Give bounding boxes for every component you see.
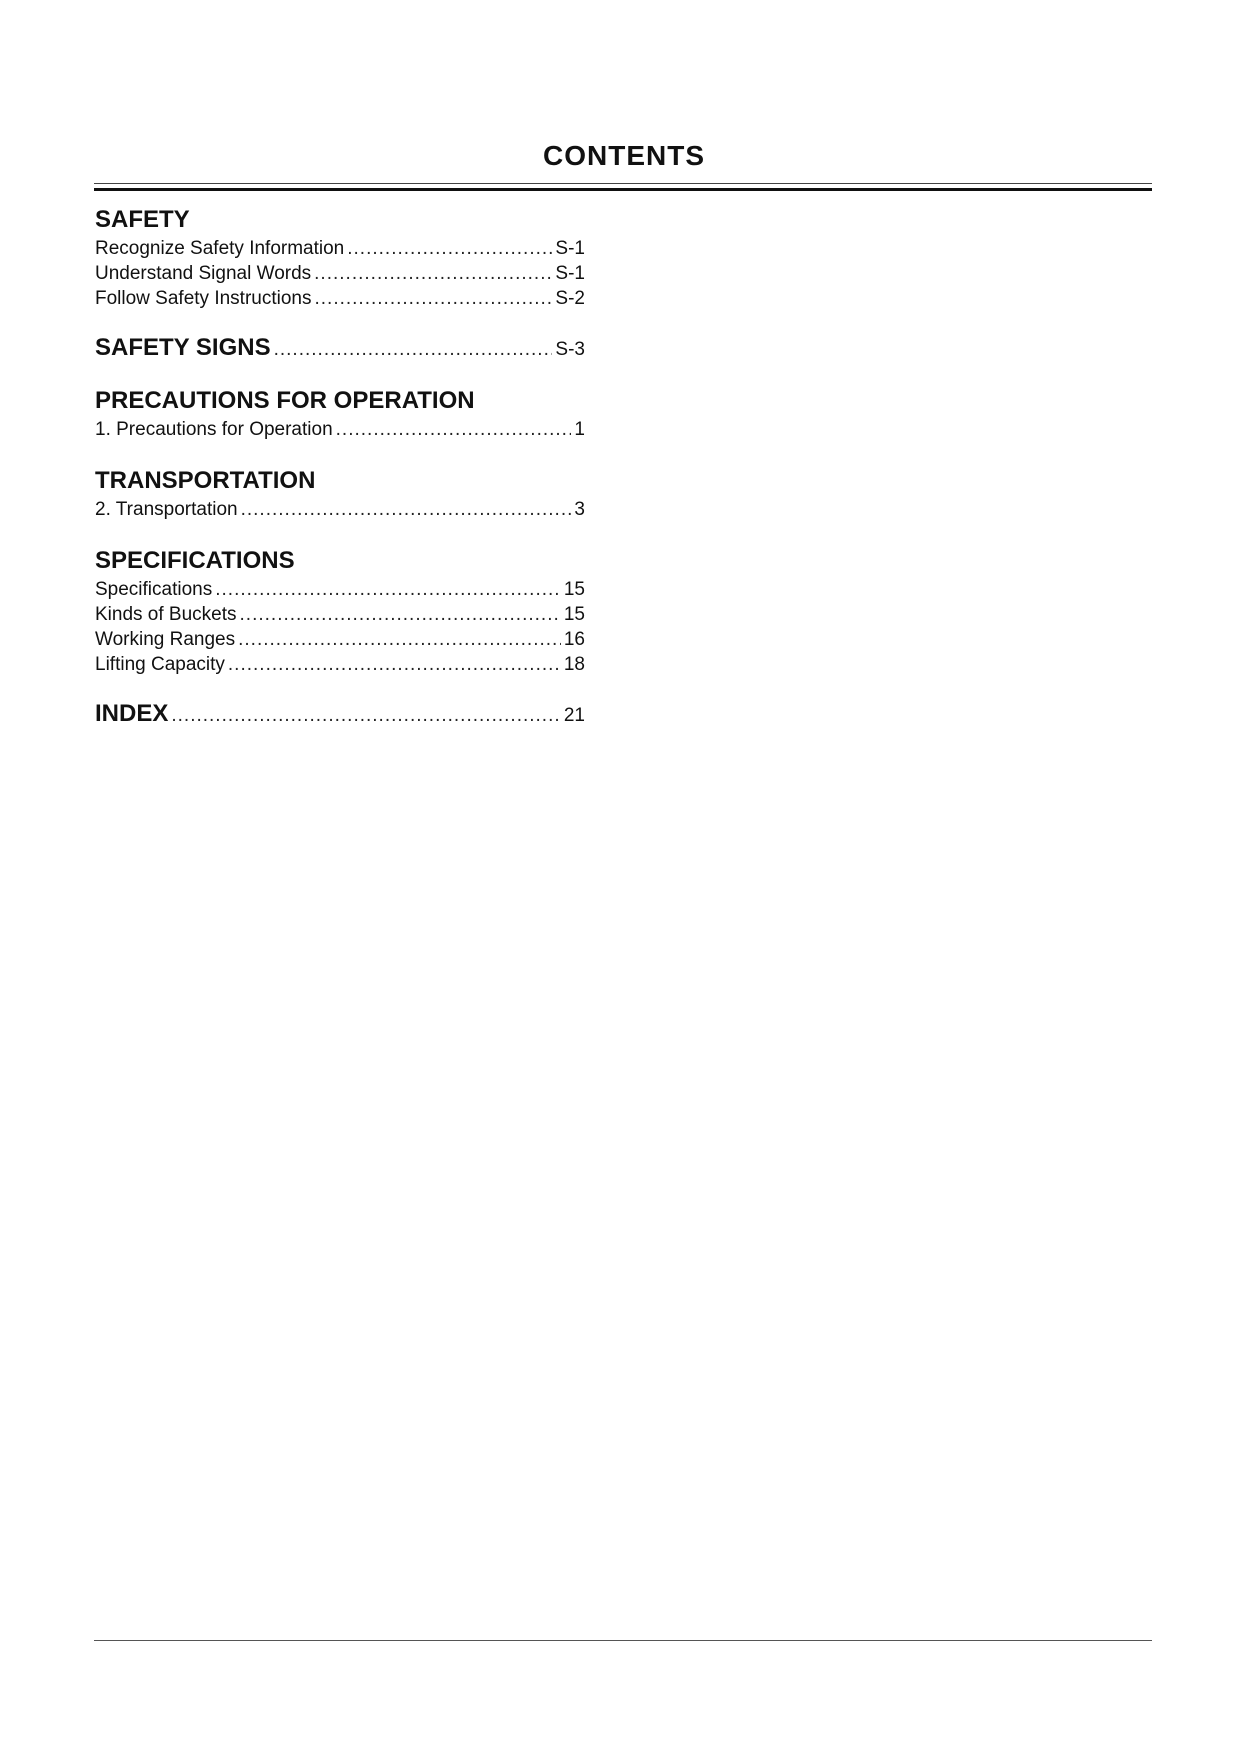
dot-leader — [336, 417, 572, 442]
toc-entry-page: 16 — [563, 629, 585, 650]
toc-section-safety — [95, 205, 585, 311]
toc-entry[interactable] — [95, 652, 585, 677]
toc-entry-label: Lifting Capacity — [95, 654, 225, 675]
toc-entry[interactable] — [95, 261, 585, 286]
section-heading: PRECAUTIONS FOR OPERATION — [95, 387, 475, 414]
section-heading: TRANSPORTATION — [95, 467, 316, 494]
toc-entry[interactable] — [95, 335, 585, 362]
toc-entry-page: S-3 — [555, 339, 585, 360]
toc-entry[interactable] — [95, 286, 585, 311]
toc-entry-page: S-2 — [555, 288, 585, 309]
footer-rule — [94, 1640, 1152, 1641]
toc-entry-page: S-1 — [555, 238, 585, 259]
toc-entry-label: Specifications — [95, 579, 213, 600]
dot-leader — [238, 627, 561, 652]
dot-leader — [241, 497, 572, 522]
toc-section-index — [95, 701, 585, 728]
section-heading: SAFETY SIGNS — [95, 334, 271, 361]
dot-leader — [228, 652, 561, 677]
dot-leader — [347, 236, 552, 261]
toc-section-transportation — [95, 466, 585, 522]
toc-entry-page: 15 — [563, 579, 585, 600]
table-of-contents — [95, 205, 585, 728]
toc-entry-label: Follow Safety Instructions — [95, 288, 312, 309]
toc-entry-label: 1. Precautions for Operation — [95, 419, 333, 440]
toc-entry-label: Understand Signal Words — [95, 263, 312, 284]
toc-entry[interactable] — [95, 627, 585, 652]
toc-entry-page: 18 — [563, 654, 585, 675]
toc-section-safety-signs — [95, 335, 585, 362]
title-rule-thick — [94, 188, 1152, 191]
toc-entry-page: S-1 — [555, 263, 585, 284]
toc-entry-page: 3 — [574, 499, 585, 520]
section-heading: INDEX — [95, 700, 169, 727]
dot-leader — [171, 703, 561, 728]
dot-leader — [314, 261, 552, 286]
toc-entry-label: Working Ranges — [95, 629, 236, 650]
toc-entry-label: 2. Transportation — [95, 499, 238, 520]
toc-entry[interactable] — [95, 497, 585, 522]
title-rule-thin — [94, 183, 1152, 184]
dot-leader — [274, 337, 553, 362]
section-heading: SPECIFICATIONS — [95, 547, 295, 574]
page-title: CONTENTS — [543, 140, 705, 171]
toc-entry[interactable] — [95, 417, 585, 442]
toc-entry[interactable] — [95, 602, 585, 627]
dot-leader — [314, 286, 552, 311]
dot-leader — [240, 602, 561, 627]
toc-entry-label: Kinds of Buckets — [95, 604, 237, 625]
toc-section-precautions — [95, 386, 585, 442]
section-heading: SAFETY — [95, 206, 190, 233]
toc-entry-label: Recognize Safety Information — [95, 238, 345, 259]
toc-entry-page: 15 — [563, 604, 585, 625]
toc-section-specifications — [95, 546, 585, 677]
toc-entry-page: 21 — [563, 705, 585, 726]
toc-entry[interactable] — [95, 701, 585, 728]
dot-leader — [215, 577, 561, 602]
toc-entry[interactable] — [95, 577, 585, 602]
toc-entry-page: 1 — [574, 419, 585, 440]
toc-entry[interactable] — [95, 236, 585, 261]
